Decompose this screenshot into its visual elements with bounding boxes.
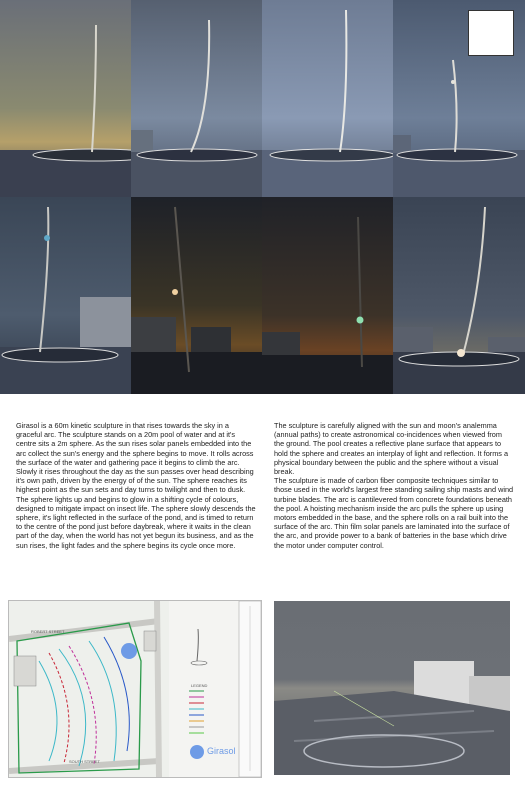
plan-label-girasol: Girasol [207, 746, 236, 756]
street-label-top: ROBERT STREET [31, 629, 65, 634]
paragraph-right-2: The sculpture is made of carbon fiber composite techniques similar to those used in the world's largest free standing sailing ship masts and wind turbine blades. The arc is cantilevered from concrete foundations beneath the pool. A hoisting mechanism inside the arc pulls the sphere up using motors embedded in the base, and the sphere rolls on a rail built into the surface of the arc. Thin film solar panels are laminated into the surface of the arc, and provide power to a bank of batteries in the base which drive the motor under computer control. [274, 476, 514, 550]
site-plan [8, 600, 262, 778]
render-tile-1 [0, 0, 131, 197]
aerial-render [274, 601, 510, 775]
description-left [16, 421, 256, 550]
paragraph-right-1: The sculpture is carefully aligned with the sun and moon's analemma (annual paths) to create astronomical co-incidences when viewed from the ground. The pool creates a reflective plane surface that appears to hold the sphere and creates an interplay of light and reflection. It forms a physical boundary between the public and the sphere without a visual break. [274, 421, 509, 477]
render-tile-8 [393, 197, 525, 394]
street-label-bottom: SOUTH STREET [69, 759, 100, 764]
corner-box [468, 10, 514, 56]
render-tile-3 [262, 0, 393, 197]
paragraph-left: Girasol is a 60m kinetic sculpture in that rises towards the sky in a graceful arc. The sculpture stands on a 20m pool of water and at it's centre sits a 2m sphere. As the sun rises solar panels embedded into the arc collect the sun's energy and the sphere begins to move. It rolls across the surface of the water and gathering pace it begins to climb the arc. Slowly it rises throughout the day as the sun passes over head describing it's own path, driven by the energy of of the sun. The sphere reaches its highest point as the sun sets and day turns to twilight and then to dusk. The sphere lights up and begins to glow in a shifting cycle of colours, designed to mitigate impact on insect life. The sphere slowly descends the sphere, it's light reflected in the surface of the pond, and is timed to return to the centre of the pond just before daybreak, where it waits in the clean part of the day, when the world has not yet begun its business, and as the sun rises, the light fades and the sphere begins its cycle once more. [16, 421, 256, 550]
render-tile-6 [131, 197, 262, 394]
legend-title: LEGEND [191, 683, 208, 688]
render-tile-2 [131, 0, 262, 197]
description-right [274, 421, 514, 550]
render-tile-5 [0, 197, 131, 394]
render-tile-7 [262, 197, 393, 394]
